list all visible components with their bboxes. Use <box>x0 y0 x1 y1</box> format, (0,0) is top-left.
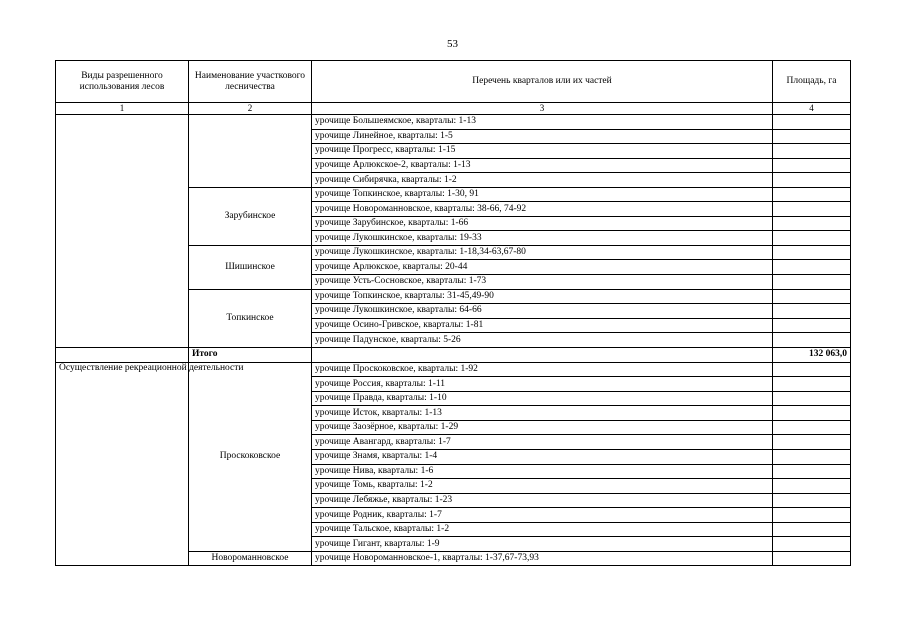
forestry-name-zarubinskoe: Зарубинское <box>189 187 312 245</box>
quarter-cell: урочище Новороманновское-1, кварталы: 1-37,67-73,93 <box>312 551 773 566</box>
table-header-row <box>56 61 851 103</box>
area-cell <box>773 129 851 144</box>
quarter-cell: урочище Лебяжье, кварталы: 1-23 <box>312 493 773 508</box>
area-cell <box>773 231 851 246</box>
quarter-cell: урочище Родник, кварталы: 1-7 <box>312 508 773 523</box>
area-cell <box>773 173 851 188</box>
quarter-cell: урочище Арлюкское-2, кварталы: 1-13 <box>312 158 773 173</box>
area-cell <box>773 144 851 159</box>
quarter-cell: урочище Топкинское, кварталы: 1-30, 91 <box>312 187 773 202</box>
area-cell <box>773 275 851 290</box>
quarter-cell: урочище Прогресс, кварталы: 1-15 <box>312 144 773 159</box>
total-area: 132 063,0 <box>773 347 851 362</box>
quarter-cell: урочище Лукошкинское, кварталы: 1-18,34-63,67-80 <box>312 245 773 260</box>
forest-quarters-table <box>55 60 851 566</box>
quarter-cell: урочище Гигант, кварталы: 1-9 <box>312 537 773 552</box>
quarter-cell: урочище Падунское, кварталы: 5-26 <box>312 333 773 348</box>
quarter-cell: урочище Заозёрное, кварталы: 1-29 <box>312 420 773 435</box>
use-type-recreation: Осуществление рекреационной деятельности <box>56 362 189 566</box>
column-number: 3 <box>312 103 773 115</box>
use-type-cell <box>56 115 189 348</box>
area-cell <box>773 551 851 566</box>
area-cell <box>773 289 851 304</box>
area-cell <box>773 158 851 173</box>
quarter-cell: урочище Исток, кварталы: 1-13 <box>312 406 773 421</box>
column-number-row <box>56 103 851 115</box>
column-number: 4 <box>773 103 851 115</box>
table-row <box>56 115 851 130</box>
quarter-cell: урочище Новороманновское, кварталы: 38-66, 74-92 <box>312 202 773 217</box>
forestry-name-shishinskoe: Шишинское <box>189 245 312 289</box>
area-cell <box>773 508 851 523</box>
quarter-cell: урочище Лукошкинское, кварталы: 64-66 <box>312 304 773 319</box>
area-cell <box>773 450 851 465</box>
quarter-cell: урочище Проскоковское, кварталы: 1-92 <box>312 362 773 377</box>
area-cell <box>773 479 851 494</box>
total-use-cell <box>56 347 189 362</box>
header-use-type: Виды разрешенного использования лесов <box>56 61 189 103</box>
area-cell <box>773 260 851 275</box>
forestry-name-proskokovskoe: Проскоковское <box>189 362 312 551</box>
total-quarters-cell <box>312 347 773 362</box>
area-cell <box>773 318 851 333</box>
quarter-cell: урочище Правда, кварталы: 1-10 <box>312 391 773 406</box>
area-cell <box>773 304 851 319</box>
forestry-cell <box>189 115 312 188</box>
area-cell <box>773 216 851 231</box>
table-row <box>56 362 851 377</box>
header-quarters-list: Перечень кварталов или их частей <box>312 61 773 103</box>
header-forestry-name: Наименование участкового лесничества <box>189 61 312 103</box>
area-cell <box>773 377 851 392</box>
area-cell <box>773 406 851 421</box>
quarter-cell: урочище Тальское, кварталы: 1-2 <box>312 522 773 537</box>
page-number: 53 <box>447 38 458 50</box>
quarter-cell: урочище Линейное, кварталы: 1-5 <box>312 129 773 144</box>
area-cell <box>773 420 851 435</box>
quarter-cell: урочище Сибирячка, кварталы: 1-2 <box>312 173 773 188</box>
total-row <box>56 347 851 362</box>
area-cell <box>773 333 851 348</box>
quarter-cell: урочище Томь, кварталы: 1-2 <box>312 479 773 494</box>
column-number: 1 <box>56 103 189 115</box>
area-cell <box>773 493 851 508</box>
quarter-cell: урочище Знамя, кварталы: 1-4 <box>312 450 773 465</box>
area-cell <box>773 522 851 537</box>
quarter-cell: урочище Большеямское, кварталы: 1-13 <box>312 115 773 130</box>
header-area: Площадь, га <box>773 61 851 103</box>
quarter-cell: урочище Россия, кварталы: 1-11 <box>312 377 773 392</box>
quarter-cell: урочище Арлюкское, кварталы: 20-44 <box>312 260 773 275</box>
area-cell <box>773 391 851 406</box>
area-cell <box>773 362 851 377</box>
quarter-cell: урочище Осино-Гривское, кварталы: 1-81 <box>312 318 773 333</box>
area-cell <box>773 202 851 217</box>
area-cell <box>773 187 851 202</box>
forestry-name-topkinskoe: Топкинское <box>189 289 312 347</box>
column-number: 2 <box>189 103 312 115</box>
quarter-cell: урочище Авангард, кварталы: 1-7 <box>312 435 773 450</box>
quarter-cell: урочище Зарубинское, кварталы: 1-66 <box>312 216 773 231</box>
forestry-name-novoromanovskoe: Новороманновское <box>189 551 312 566</box>
quarter-cell: урочище Топкинское, кварталы: 31-45,49-90 <box>312 289 773 304</box>
quarter-cell: урочище Нива, кварталы: 1-6 <box>312 464 773 479</box>
area-cell <box>773 245 851 260</box>
area-cell <box>773 537 851 552</box>
area-cell <box>773 115 851 130</box>
area-cell <box>773 435 851 450</box>
quarter-cell: урочище Лукошкинское, кварталы: 19-33 <box>312 231 773 246</box>
total-label: Итого <box>189 347 312 362</box>
area-cell <box>773 464 851 479</box>
quarter-cell: урочище Усть-Сосновское, кварталы: 1-73 <box>312 275 773 290</box>
